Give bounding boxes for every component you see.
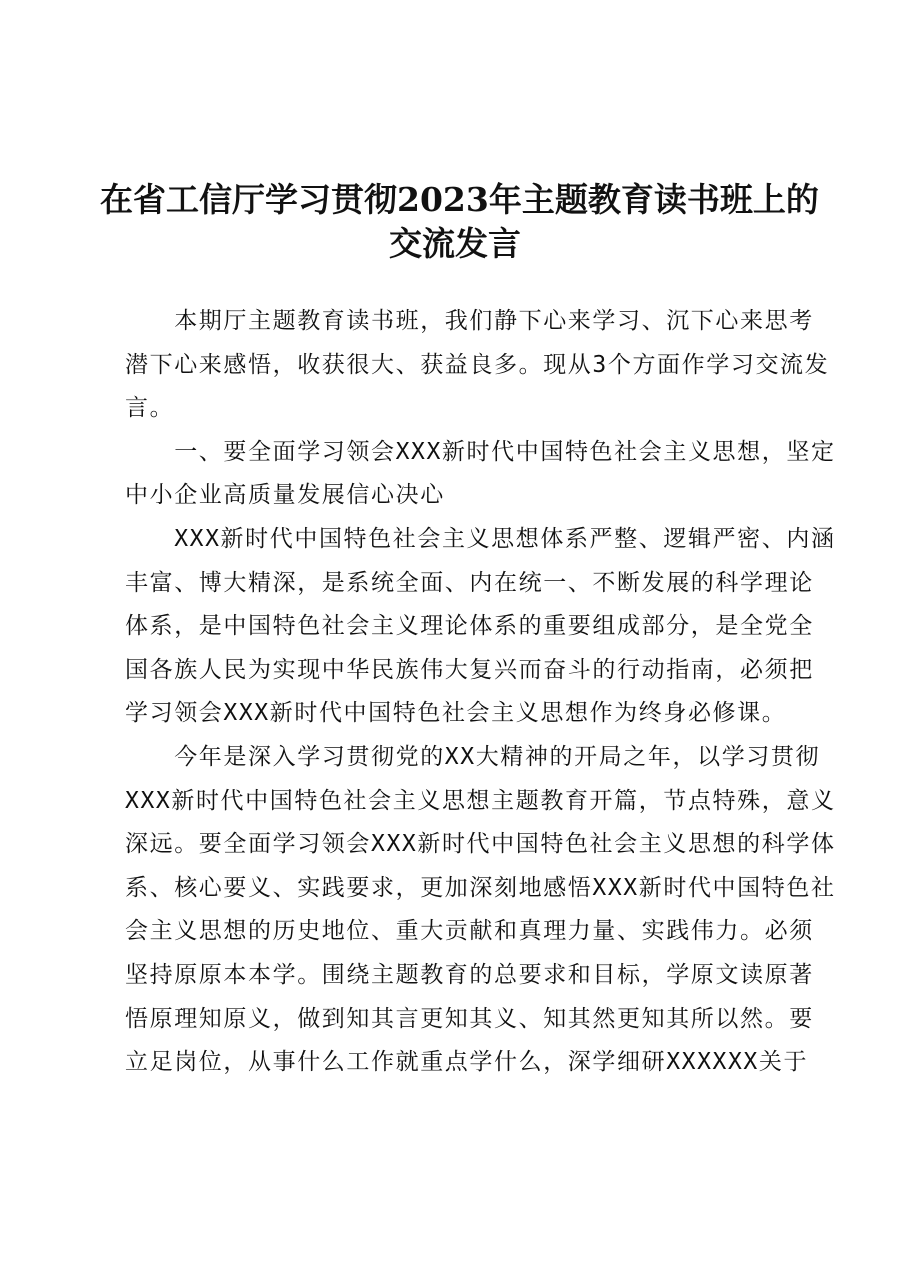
text-line: 深远。要全面学习领会XXX新时代中国特色社会主义思想的科学体 — [125, 831, 836, 858]
text-line: 学习领会XXX新时代中国特色社会主义思想作为终身必修课。 — [125, 700, 787, 727]
text-line: 悟原理知原义，做到知其言更知其义、知其然更知其所以然。要 — [125, 1005, 814, 1032]
document-body — [125, 300, 836, 1085]
text-line: 立足岗位，从事什么工作就重点学什么，深学细研XXXXXX关于 — [125, 1049, 809, 1076]
text-line: 体系，是中国特色社会主义理论体系的重要组成部分，是全党全 — [125, 613, 814, 640]
text-line: 潜下心来感悟，收获很大、获益良多。现从3个方面作学习交流发 — [125, 351, 830, 378]
text-line: 国各族人民为实现中华民族伟大复兴而奋斗的行动指南，必须把 — [125, 656, 814, 683]
paragraph-intro — [125, 300, 830, 431]
text-line: 言。 — [125, 395, 175, 422]
text-line: XXX新时代中国特色社会主义思想主题教育开篇，节点特殊，意义 — [125, 787, 836, 814]
text-line: 一、要全面学习领会XXX新时代中国特色社会主义思想，坚定 — [125, 438, 836, 465]
text-line: 坚持原原本本学。围绕主题教育的总要求和目标，学原文读原著 — [125, 961, 814, 988]
text-line: 丰富、博大精深，是系统全面、内在统一、不断发展的科学理论 — [125, 569, 814, 596]
paragraph-theory — [125, 518, 836, 736]
text-line: 今年是深入学习贯彻党的XX大精神的开局之年，以学习贯彻 — [125, 743, 821, 770]
text-line: 本期厅主题教育读书班，我们静下心来学习、沉下心来思考 — [125, 308, 814, 334]
paragraph-this-year — [125, 736, 836, 1085]
text-line: 中小企业高质量发展信心决心 — [125, 482, 445, 509]
section-heading-1 — [125, 431, 836, 518]
text-line: 会主义思想的历史地位、重大贡献和真理力量、实践伟力。必须 — [125, 918, 814, 945]
title-line: 在省工信厅学习贯彻2023年主题教育读书班上的 — [100, 180, 819, 219]
title-line: 交流发言 — [389, 224, 521, 263]
text-line: 系、核心要义、实践要求，更加深刻地感悟XXX新时代中国特色社 — [125, 874, 836, 901]
text-line: XXX新时代中国特色社会主义思想体系严整、逻辑严密、内涵 — [125, 525, 836, 552]
document-title — [100, 178, 819, 266]
